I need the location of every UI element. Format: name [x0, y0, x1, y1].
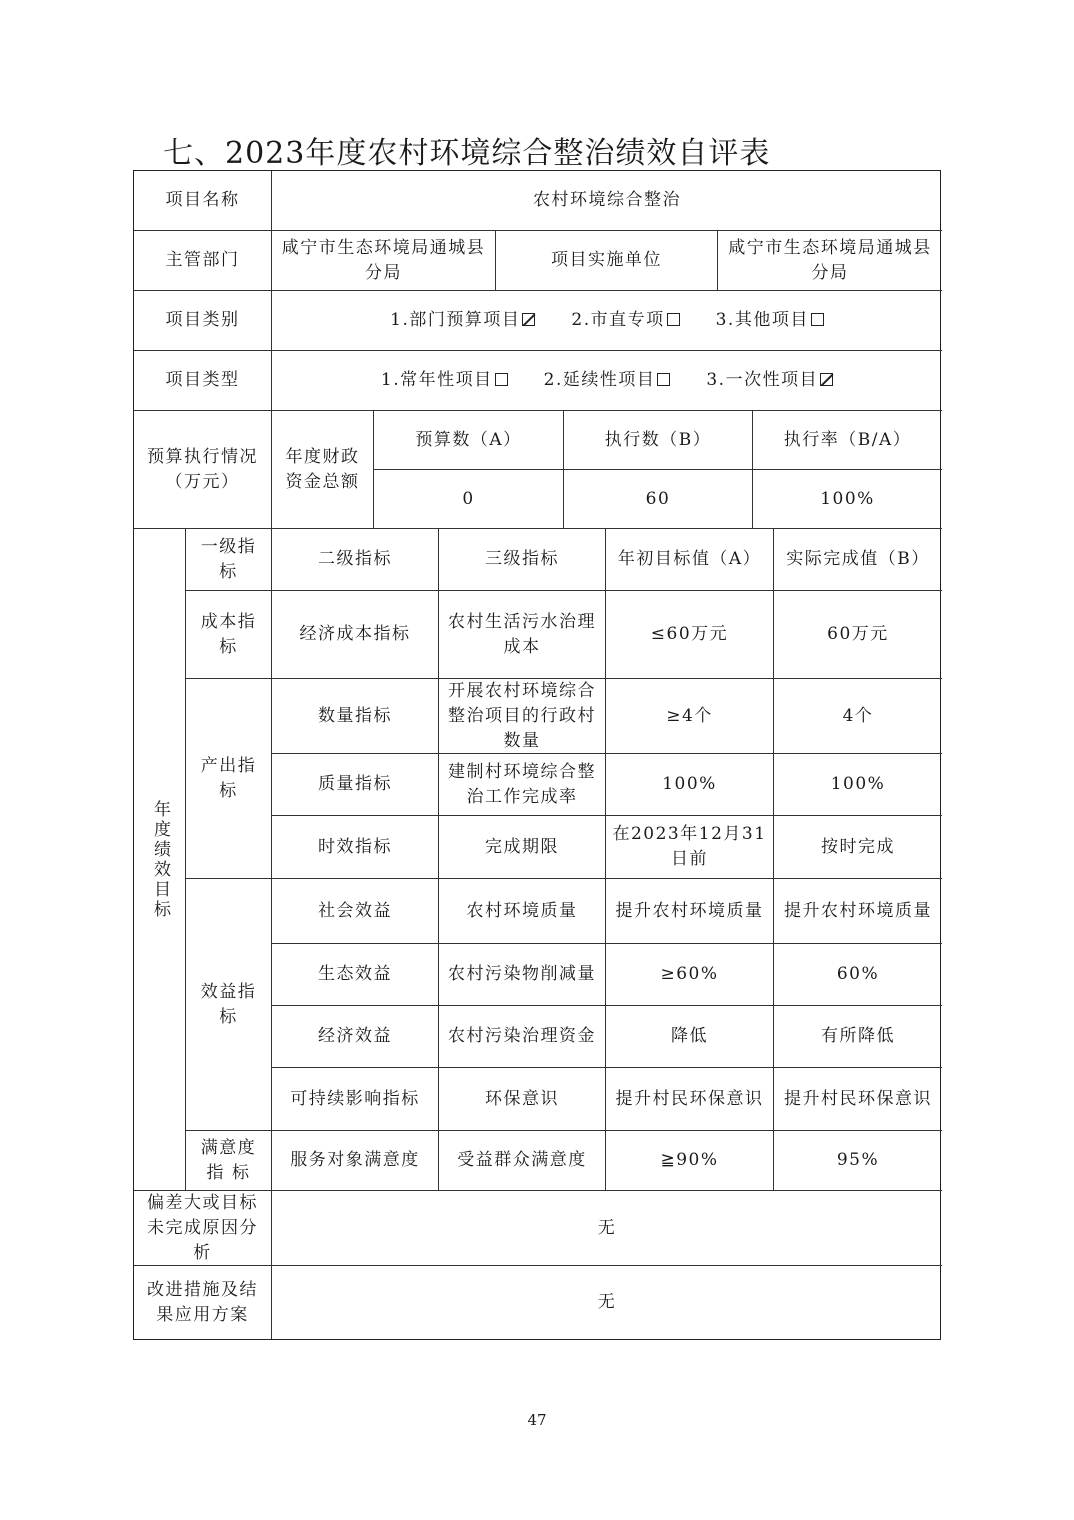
row-l3: 建制村环境综合整治工作完成率: [439, 754, 606, 816]
row-l2: 生态效益: [272, 944, 439, 1006]
deviation-value: 无: [272, 1191, 942, 1266]
perf-header-l2: 二级指标: [272, 529, 439, 591]
category-option-3: 3.其他项目: [716, 308, 824, 333]
row-target: ≥60%: [606, 944, 774, 1006]
type-option-1: 1.常年性项目: [381, 368, 508, 393]
row-target: 在2023年12月31日前: [606, 816, 774, 879]
budget-value-rate: 100%: [753, 470, 942, 529]
row-actual: 60%: [774, 944, 942, 1006]
budget-sub-label: 年度财政资金总额: [272, 411, 374, 529]
group-benefit: 效益指标: [186, 879, 272, 1131]
type-options: [272, 351, 942, 411]
row-actual: 提升村民环保意识: [774, 1068, 942, 1131]
budget-header-a: 预算数（A）: [374, 411, 564, 470]
impl-unit-label: 项目实施单位: [496, 231, 718, 291]
perf-label: 年度绩效目标: [134, 529, 186, 1191]
row-l3: 农村污染治理资金: [439, 1006, 606, 1068]
dept-label: 主管部门: [134, 231, 272, 291]
deviation-label: 偏差大或目标未完成原因分析: [134, 1191, 272, 1266]
row-l3: 农村环境质量: [439, 879, 606, 944]
row-actual: 60万元: [774, 591, 942, 679]
improve-value: 无: [597, 1292, 617, 1312]
dept-value: 咸宁市生态环境局通城县分局: [272, 231, 496, 291]
row-actual: 100%: [774, 754, 942, 816]
category-option-1: 1.部门预算项目: [390, 308, 535, 333]
row-l3: 完成期限: [439, 816, 606, 879]
perf-header-target: 年初目标值（A）: [606, 529, 774, 591]
perf-header-l1: 一级指标: [186, 529, 272, 591]
empty-box-icon: [811, 313, 824, 326]
budget-value-b: 60: [564, 470, 753, 529]
row-target: 100%: [606, 754, 774, 816]
row-l3: 农村生活污水治理成本: [439, 591, 606, 679]
empty-box-icon: [657, 373, 670, 386]
row-l3: 环保意识: [439, 1068, 606, 1131]
row-l2: 数量指标: [272, 679, 439, 754]
type-option-3: 3.一次性项目: [706, 368, 833, 393]
row-l2: 经济效益: [272, 1006, 439, 1068]
row-target: ≥4个: [606, 679, 774, 754]
checked-box-icon: [820, 373, 833, 386]
category-label: 项目类别: [134, 291, 272, 351]
row-actual: 95%: [774, 1131, 942, 1191]
row-l2: 社会效益: [272, 879, 439, 944]
row-l2: 服务对象满意度: [272, 1131, 439, 1191]
group-cost: 成本指标: [186, 591, 272, 679]
budget-label: 预算执行情况（万元）: [134, 411, 272, 529]
row-l3: 开展农村环境综合整治项目的行政村数量: [439, 679, 606, 754]
row-actual: 有所降低: [774, 1006, 942, 1068]
improve-label: 改进措施及结果应用方案: [134, 1266, 272, 1339]
row-actual: 4个: [774, 679, 942, 754]
type-label: 项目类型: [134, 351, 272, 411]
row-l2: 质量指标: [272, 754, 439, 816]
page-title: 七、2023年度农村环境综合整治绩效自评表: [163, 136, 771, 171]
empty-box-icon: [667, 313, 680, 326]
budget-value-a: 0: [374, 470, 564, 529]
row-l2: 经济成本指标: [272, 591, 439, 679]
row-target: 提升村民环保意识: [606, 1068, 774, 1131]
row-l2: 可持续影响指标: [272, 1068, 439, 1131]
category-options: [272, 291, 942, 351]
row-l3: 受益群众满意度: [439, 1131, 606, 1191]
project-name-value: 农村环境综合整治: [272, 171, 942, 231]
row-target: ≤60万元: [606, 591, 774, 679]
budget-header-b: 执行数（B）: [564, 411, 753, 470]
row-target: 降低: [606, 1006, 774, 1068]
group-output: 产出指标: [186, 679, 272, 879]
row-l2: 时效指标: [272, 816, 439, 879]
category-option-2: 2.市直专项: [571, 308, 679, 333]
project-name-label: 项目名称: [134, 171, 272, 231]
perf-header-actual: 实际完成值（B）: [774, 529, 942, 591]
row-target: 提升农村环境质量: [606, 879, 774, 944]
evaluation-table: [133, 170, 941, 1340]
budget-header-rate: 执行率（B/A）: [753, 411, 942, 470]
perf-header-l3: 三级指标: [439, 529, 606, 591]
impl-unit-value: 咸宁市生态环境局通城县分局: [718, 231, 942, 291]
group-satisfaction: 满意度指 标: [186, 1131, 272, 1191]
row-target: ≧90%: [606, 1131, 774, 1191]
empty-box-icon: [495, 373, 508, 386]
type-option-2: 2.延续性项目: [544, 368, 671, 393]
row-actual: 提升农村环境质量: [774, 879, 942, 944]
row-actual: 按时完成: [774, 816, 942, 879]
page-number: 47: [527, 1411, 547, 1429]
checked-box-icon: [522, 313, 535, 326]
row-l3: 农村污染物削减量: [439, 944, 606, 1006]
